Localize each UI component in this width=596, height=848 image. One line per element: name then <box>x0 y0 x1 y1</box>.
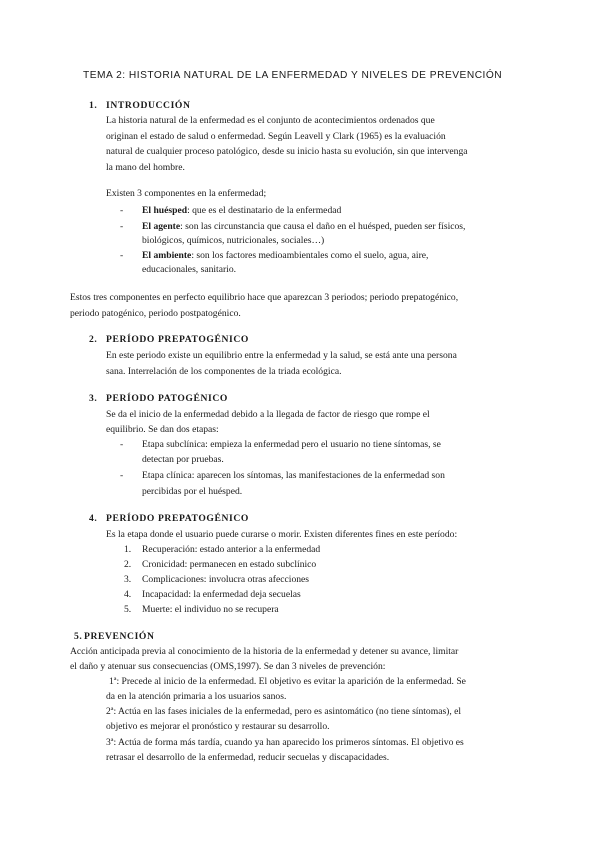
numbered-item-number: 1. <box>124 544 132 555</box>
prevention-level-continuation: objetivo es mejorar el pronóstico y restaurar su desarrollo. <box>106 721 330 732</box>
numbered-item-text: Muerte: el individuo no se recupera <box>142 604 279 615</box>
intro-line: natural de cualquier proceso patológico, desde su inicio hasta su evolución, sin que intervenga <box>106 146 468 157</box>
numbered-item-text: Complicaciones: involucra otras afecciones <box>142 574 310 585</box>
components-intro: Existen 3 componentes en la enfermedad; <box>106 188 267 199</box>
bullet-term: El agente <box>142 221 181 232</box>
bullet-item: Etapa clínica: aparecen los síntomas, las manifestaciones de la enfermedad son <box>142 470 445 481</box>
numbered-item-text: Recuperación: estado anterior a la enfermedad <box>142 544 321 555</box>
bullet-dash: - <box>120 205 124 216</box>
numbered-item-number: 3. <box>124 574 132 585</box>
postpatogenico-intro: Es la etapa donde el usuario puede curarse o morir. Existen diferentes fines en este período: <box>106 529 458 540</box>
bullet-continuation: educacionales, sanitario. <box>142 264 237 275</box>
bullet-item <box>142 221 465 232</box>
section-heading-postpatogenico: PERÍODO PREPATOGÉNICO <box>106 513 249 524</box>
prepatogenico-line: sana. Interrelación de los componentes de la triada ecológica. <box>106 366 342 377</box>
summary-line: periodo patogénico, periodo postpatogénico. <box>70 308 241 319</box>
intro-line: originan el estado de salud o enfermedad. Según Leavell y Clark (1965) es la evaluación <box>106 131 446 142</box>
patogenico-line: Se da el inicio de la enfermedad debido a la llegada de factor de riesgo que rompe el <box>106 409 430 420</box>
prevention-level: 2ª: Actúa en las fases iniciales de la enfermedad, pero es asintomático (no tiene síntomas), el <box>106 706 462 717</box>
bullet-item <box>142 250 428 261</box>
bullet-term: El ambiente <box>142 250 192 261</box>
section-heading-prepatogenico: PERÍODO PREPATOGÉNICO <box>106 334 249 345</box>
intro-line: la mano del hombre. <box>106 162 185 173</box>
intro-line: La historia natural de la enfermedad es el conjunto de acontecimientos ordenados que <box>106 115 435 126</box>
patogenico-line: equilibrio. Se dan dos etapas: <box>106 424 219 435</box>
section-heading-prevencion: PREVENCIÓN <box>84 631 155 642</box>
bullet-text: : que es el destinatario de la enfermedad <box>187 205 342 216</box>
prevention-level: 1ª: Precede al inicio de la enfermedad. El objetivo es evitar la aparición de la enfermedad. Se <box>109 676 466 687</box>
bullet-text: : son las circunstancia que causa el daño en el huésped, pueden ser físicos, <box>180 221 466 232</box>
bullet-text: : son los factores medioambientales como el suelo, agua, aire, <box>191 250 429 261</box>
prevention-level-continuation: da en la atención primaria a los usuarios sanos. <box>106 691 287 702</box>
section-heading-patogenico: PERÍODO PATOGÉNICO <box>106 393 228 404</box>
prevention-level-continuation: retrasar el desarrollo de la enfermedad, reducir secuelas y discapacidades. <box>106 752 390 763</box>
section-number: 5. <box>74 631 83 642</box>
numbered-item-text: Incapacidad: la enfermedad deja secuelas <box>142 589 301 600</box>
numbered-item-number: 5. <box>124 604 132 615</box>
bullet-continuation: percibidas por el huésped. <box>142 486 243 497</box>
section-number: 4. <box>89 513 98 524</box>
numbered-item-text: Cronicidad: permanecen en estado subclínico <box>142 559 317 570</box>
numbered-item-number: 4. <box>124 589 132 600</box>
bullet-dash: - <box>120 250 124 261</box>
bullet-dash: - <box>120 221 124 232</box>
bullet-continuation: biológicos, químicos, nutricionales, sociales…) <box>142 235 325 246</box>
section-number: 2. <box>89 334 98 345</box>
bullet-continuation: detectan por pruebas. <box>142 454 224 465</box>
numbered-item-number: 2. <box>124 559 132 570</box>
bullet-item: Etapa subclínica: empieza la enfermedad pero el usuario no tiene síntomas, se <box>142 439 441 450</box>
bullet-term: El huésped <box>142 205 188 216</box>
prevention-level: 3ª: Actúa de forma más tardía, cuando ya han aparecido los primeros síntomas. El objetivo es <box>106 737 464 748</box>
document-title: TEMA 2: HISTORIA NATURAL DE LA ENFERMEDAD Y NIVELES DE PREVENCIÓN <box>83 70 503 81</box>
prepatogenico-line: En este periodo existe un equilibrio entre la enfermedad y la salud, se está ante una persona <box>106 350 457 361</box>
section-number: 1. <box>89 100 98 111</box>
section-number: 3. <box>89 393 98 404</box>
summary-line: Estos tres componentes en perfecto equilibrio hace que aparezcan 3 periodos; periodo prepatogénico, <box>70 292 459 303</box>
bullet-dash: - <box>120 470 124 481</box>
prevencion-line: el daño y atenuar sus consecuencias (OMS,1997). Se dan 3 niveles de prevención: <box>70 661 386 672</box>
bullet-item <box>142 205 341 216</box>
bullet-dash: - <box>120 439 124 450</box>
prevencion-line: Acción anticipada previa al conocimiento de la historia de la enfermedad y detener su avance, limitar <box>70 646 459 657</box>
section-heading-intro: INTRODUCCIÓN <box>106 100 191 111</box>
